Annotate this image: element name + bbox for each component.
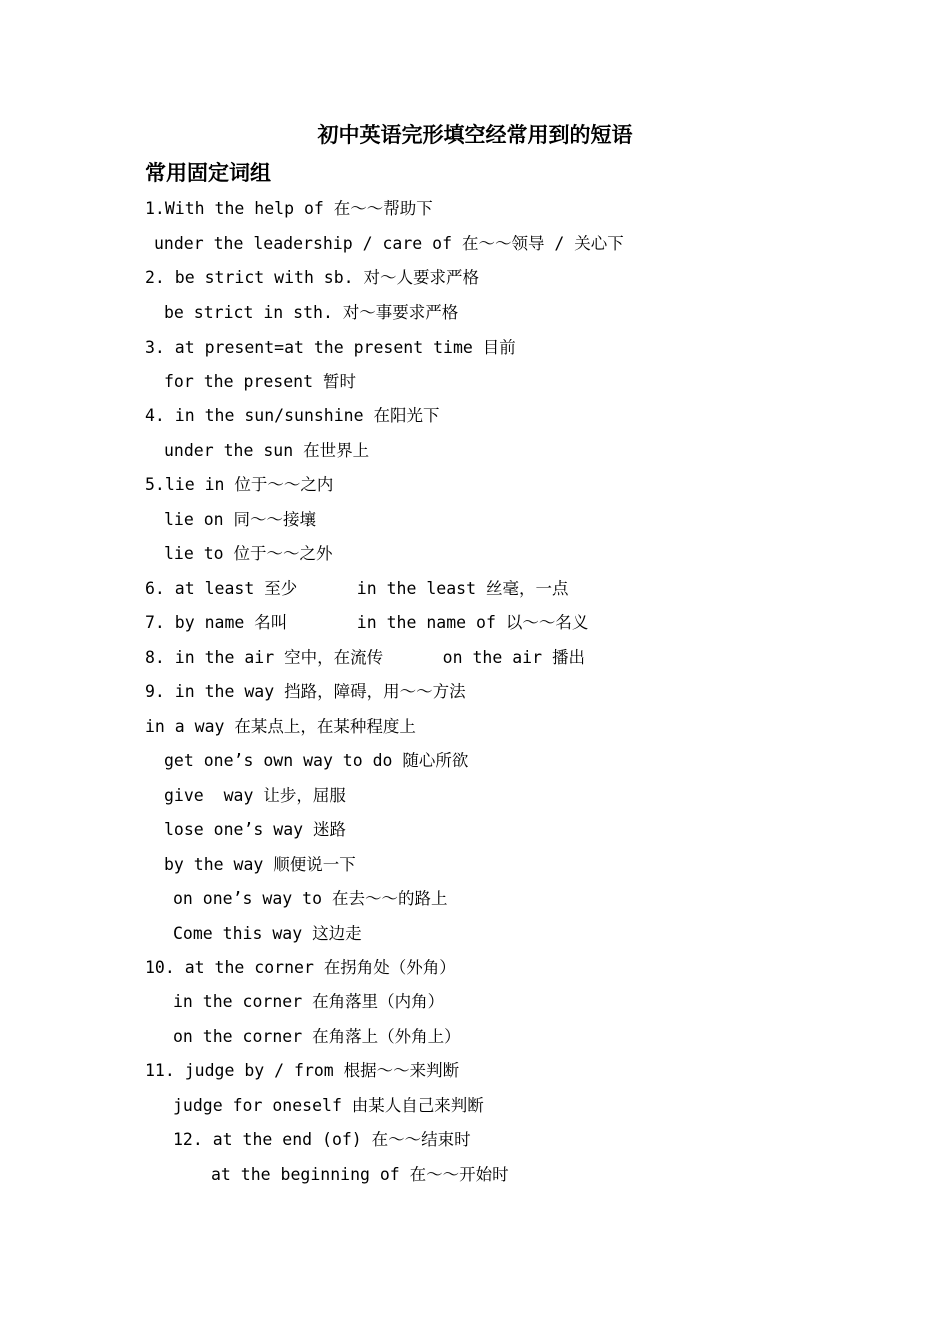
phrase-line: give way 让步，屈服	[164, 786, 346, 805]
phrase-line: 10. at the corner 在拐角处（外角）	[145, 958, 456, 977]
phrase-line: under the sun 在世界上	[164, 441, 370, 460]
phrase-line: 11. judge by / from 根据～～来判断	[145, 1061, 460, 1080]
phrase-line: Come this way 这边走	[173, 924, 362, 943]
phrase-line: for the present 暂时	[164, 372, 356, 391]
phrase-line: lie to 位于～～之外	[164, 544, 333, 563]
phrase-line: lose one’s way 迷路	[164, 820, 347, 839]
phrase-line: be strict in sth. 对～事要求严格	[164, 303, 459, 322]
section-heading: 常用固定词组	[145, 161, 271, 185]
phrase-line: 6. at least 至少 in the least 丝毫，一点	[145, 579, 569, 598]
phrase-line: lie on 同～～接壤	[164, 510, 317, 529]
phrase-line: by the way 顺便说一下	[164, 855, 356, 874]
phrase-line: judge for oneself 由某人自己来判断	[173, 1096, 484, 1115]
phrase-line: 3. at present=at the present time 目前	[145, 338, 516, 357]
phrase-line: on one’s way to 在去～～的路上	[173, 889, 448, 908]
phrase-line: in the corner 在角落里（内角）	[173, 992, 445, 1011]
phrase-line: 4. in the sun/sunshine 在阳光下	[145, 406, 440, 425]
phrase-line: 5.lie in 位于～～之内	[145, 475, 334, 494]
phrase-line: in a way 在某点上，在某种程度上	[145, 717, 416, 736]
phrase-line: 9. in the way 挡路，障碍，用～～方法	[145, 682, 466, 701]
phrase-line: at the beginning of 在～～开始时	[211, 1165, 509, 1184]
phrase-line: 7. by name 名叫 in the name of 以～～名义	[145, 613, 589, 632]
phrase-line: under the leadership / care of 在～～领导 / 关心下	[154, 234, 624, 253]
document-title: 初中英语完形填空经常用到的短语	[317, 123, 633, 147]
phrase-line: 8. in the air 空中，在流传 on the air 播出	[145, 648, 585, 667]
phrase-line: 2. be strict with sb. 对～人要求严格	[145, 268, 480, 287]
phrase-line: 1.With the help of 在～～帮助下	[145, 199, 433, 218]
phrase-line: get one’s own way to do 随心所欲	[164, 751, 469, 770]
phrase-line: on the corner 在角落上（外角上）	[173, 1027, 461, 1046]
phrase-line: 12. at the end (of) 在～～结束时	[173, 1130, 471, 1149]
